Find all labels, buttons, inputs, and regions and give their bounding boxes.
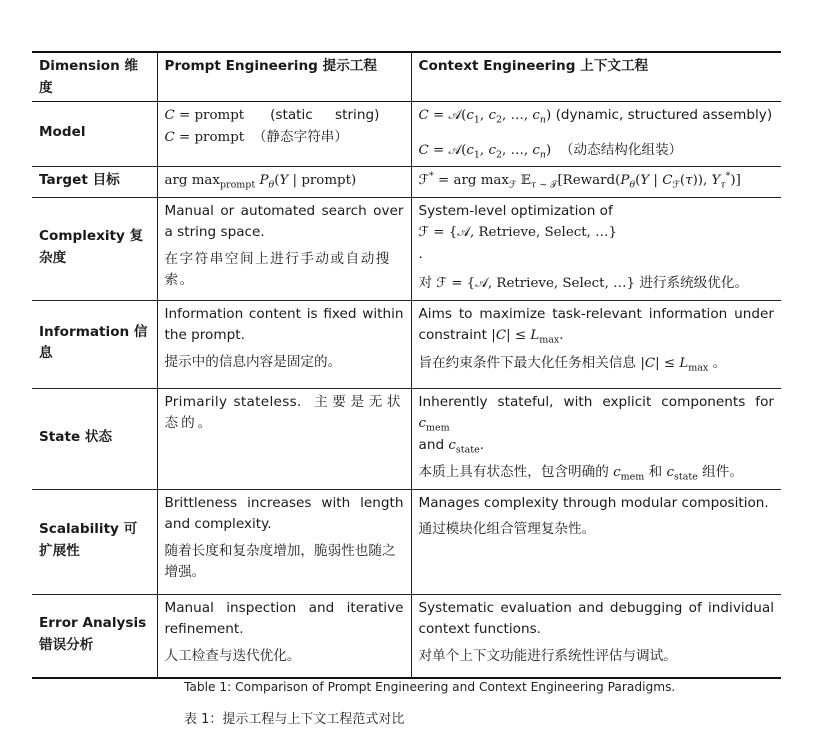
formula-c-mem: $c_{mem}$ [418,416,450,434]
text-zh-suffix: 进行系统级优化。 [639,275,749,291]
dimension-scalability: Scalability 可扩展性 [32,489,157,594]
formula-context-target: ℱ* = arg $\max_ℱ$ $𝔼_{\tau \sim 𝒯}[Reward(P_\theta(Y$ | $C_ℱ(\tau)$), $Y_\tau^*$)] [418,170,741,191]
formula-function-set-zh: ℱ = {𝒜, Retrieve, Select, …} [436,276,635,291]
dimension-state: State 状态 [32,388,157,489]
text-zh: 通过模块化组合管理复杂性。 [418,521,596,537]
text-dynamic-assembly: (dynamic, structured assembly) [555,107,773,123]
cell-prompt-error [157,594,411,678]
text-zh: 在字符串空间上进行手动或自动搜索。 [164,250,391,288]
cell-context-complexity [411,197,781,300]
formula-c-state: $c_{state}$ [448,437,480,456]
dimension-complexity: Complexity 复杂度 [32,197,157,300]
text-zh: 人工检查与迭代优化。 [164,647,301,664]
text-static-string-zh: （静态字符串） [252,128,348,145]
text-and-zh: 和 [648,464,663,480]
text-en: Systematic evaluation and debugging of individual context functions. [418,599,774,637]
text-en: Manual inspection and iterative refinement. [164,599,404,637]
text-en: Manages complexity through modular composition. [418,494,769,511]
formula-c-mem-zh: $c_{mem}$ [613,465,645,483]
text-en: Manual or automated search over a string space. [164,202,404,240]
cell-prompt-target [157,167,411,198]
formula-prompt-static: C = prompt (static string) [164,107,380,123]
text-static-string: (static string) [270,107,380,123]
table-row-model [32,102,781,167]
text-en: Aims to maximize task-relevant information under constraint $|C| \le L_{max}$. [418,305,774,346]
formula-context-assembly: $C = 𝒜(c_1$, $c_2$, …, $c_n$) (dynamic, structured assembly) [418,107,773,126]
table-row-state [32,388,781,489]
cell-context-scalability [411,489,781,594]
formula-constraint: $|C| \le L_{max}$ [491,328,560,346]
cell-prompt-state [157,388,411,489]
table-row-scalability [32,489,781,594]
text-zh: 提示中的信息内容是固定的。 [164,353,342,370]
cell-prompt-scalability [157,489,411,594]
text-zh-prefix: 对 [418,275,433,291]
cell-prompt-model [157,102,411,167]
cell-prompt-complexity [157,197,411,300]
dimension-target: Target 目标 [32,167,157,198]
text-stateful: Inherently stateful, with explicit components for [418,393,774,410]
cell-context-error [411,594,781,678]
formula-function-set: ℱ = {𝒜, Retrieve, Select, …} [418,225,618,240]
cell-context-target [411,167,781,198]
formula-constraint-zh: $|C| \le L_{max}$ [640,355,709,374]
text-en: Brittleness increases with length and complexity. [164,494,404,532]
dimension-model: Model [32,102,157,167]
formula-context-assembly-zh: $C = 𝒜(c_1$, $c_2$, …, $c_n$) （动态结构化组装） [418,141,683,161]
formula-c-state-zh: $c_{state}$ [666,465,698,483]
text-zh [419,462,775,484]
comparison-table [32,51,781,679]
dimension-information: Information 信息 [32,300,157,388]
table-header-row [32,52,781,102]
text-component-zh: 组件。 [702,464,743,480]
text-maximize-zh: 旨在约束条件下最大化任务相关信息 [418,354,636,371]
text-dynamic-assembly-zh: （动态结构化组装） [559,141,683,158]
text-stateless-zh: 主要是无状态的。 [164,393,404,431]
text-zh: 旨在约束条件下最大化任务相关信息 $|C| \le L_{max}$ 。 [418,354,727,374]
text-stateless: Primarily stateless. [164,393,302,410]
text-zh [419,273,775,295]
cell-context-model [411,102,781,167]
dimension-error-analysis: Error Analysis 错误分析 [32,594,157,678]
cell-prompt-information [157,300,411,388]
table-row-complexity [32,197,781,300]
text-zh: 对单个上下文功能进行系统性评估与调试。 [418,647,677,664]
text-and: and [418,436,445,453]
table-row-information [32,300,781,388]
text-zh: 随着长度和复杂度增加，脆弱性也随之增强。 [164,542,396,580]
text-system-level: System-level optimization of [418,202,613,219]
text-en-zh [165,392,404,435]
text-maximize: Aims to maximize task-relevant information under constraint [418,305,774,343]
table-row-target [32,167,781,198]
header-dimension: Dimension 维度 [32,52,157,102]
text-en: Inherently stateful, with explicit components for $c_{mem}$ and $c_{state}$. [418,393,774,456]
formula-prompt-static-zh: C = prompt （静态字符串） [164,128,348,145]
cell-context-information [411,300,781,388]
table-caption-zh: 表 1：提示工程与上下文工程范式对比 [184,712,405,727]
table-row-error-analysis [32,594,781,678]
text-stateful-zh: 本质上具有状态性，包含明确的 [418,464,609,480]
header-context-engineering: Context Engineering 上下文工程 [411,52,781,102]
header-prompt-engineering: Prompt Engineering 提示工程 [157,52,411,102]
formula-prompt-target: arg $\max_{prompt} P_\theta(Y$ | prompt) [164,173,357,191]
text-en: System-level optimization of ℱ = {𝒜, Retrieve, Select, …} . [418,202,618,262]
cell-context-state [411,388,781,489]
table-caption: Table 1: Comparison of Prompt Engineering and Context Engineering Paradigms. [184,680,676,694]
text-en: Information content is fixed within the prompt. [164,305,404,343]
